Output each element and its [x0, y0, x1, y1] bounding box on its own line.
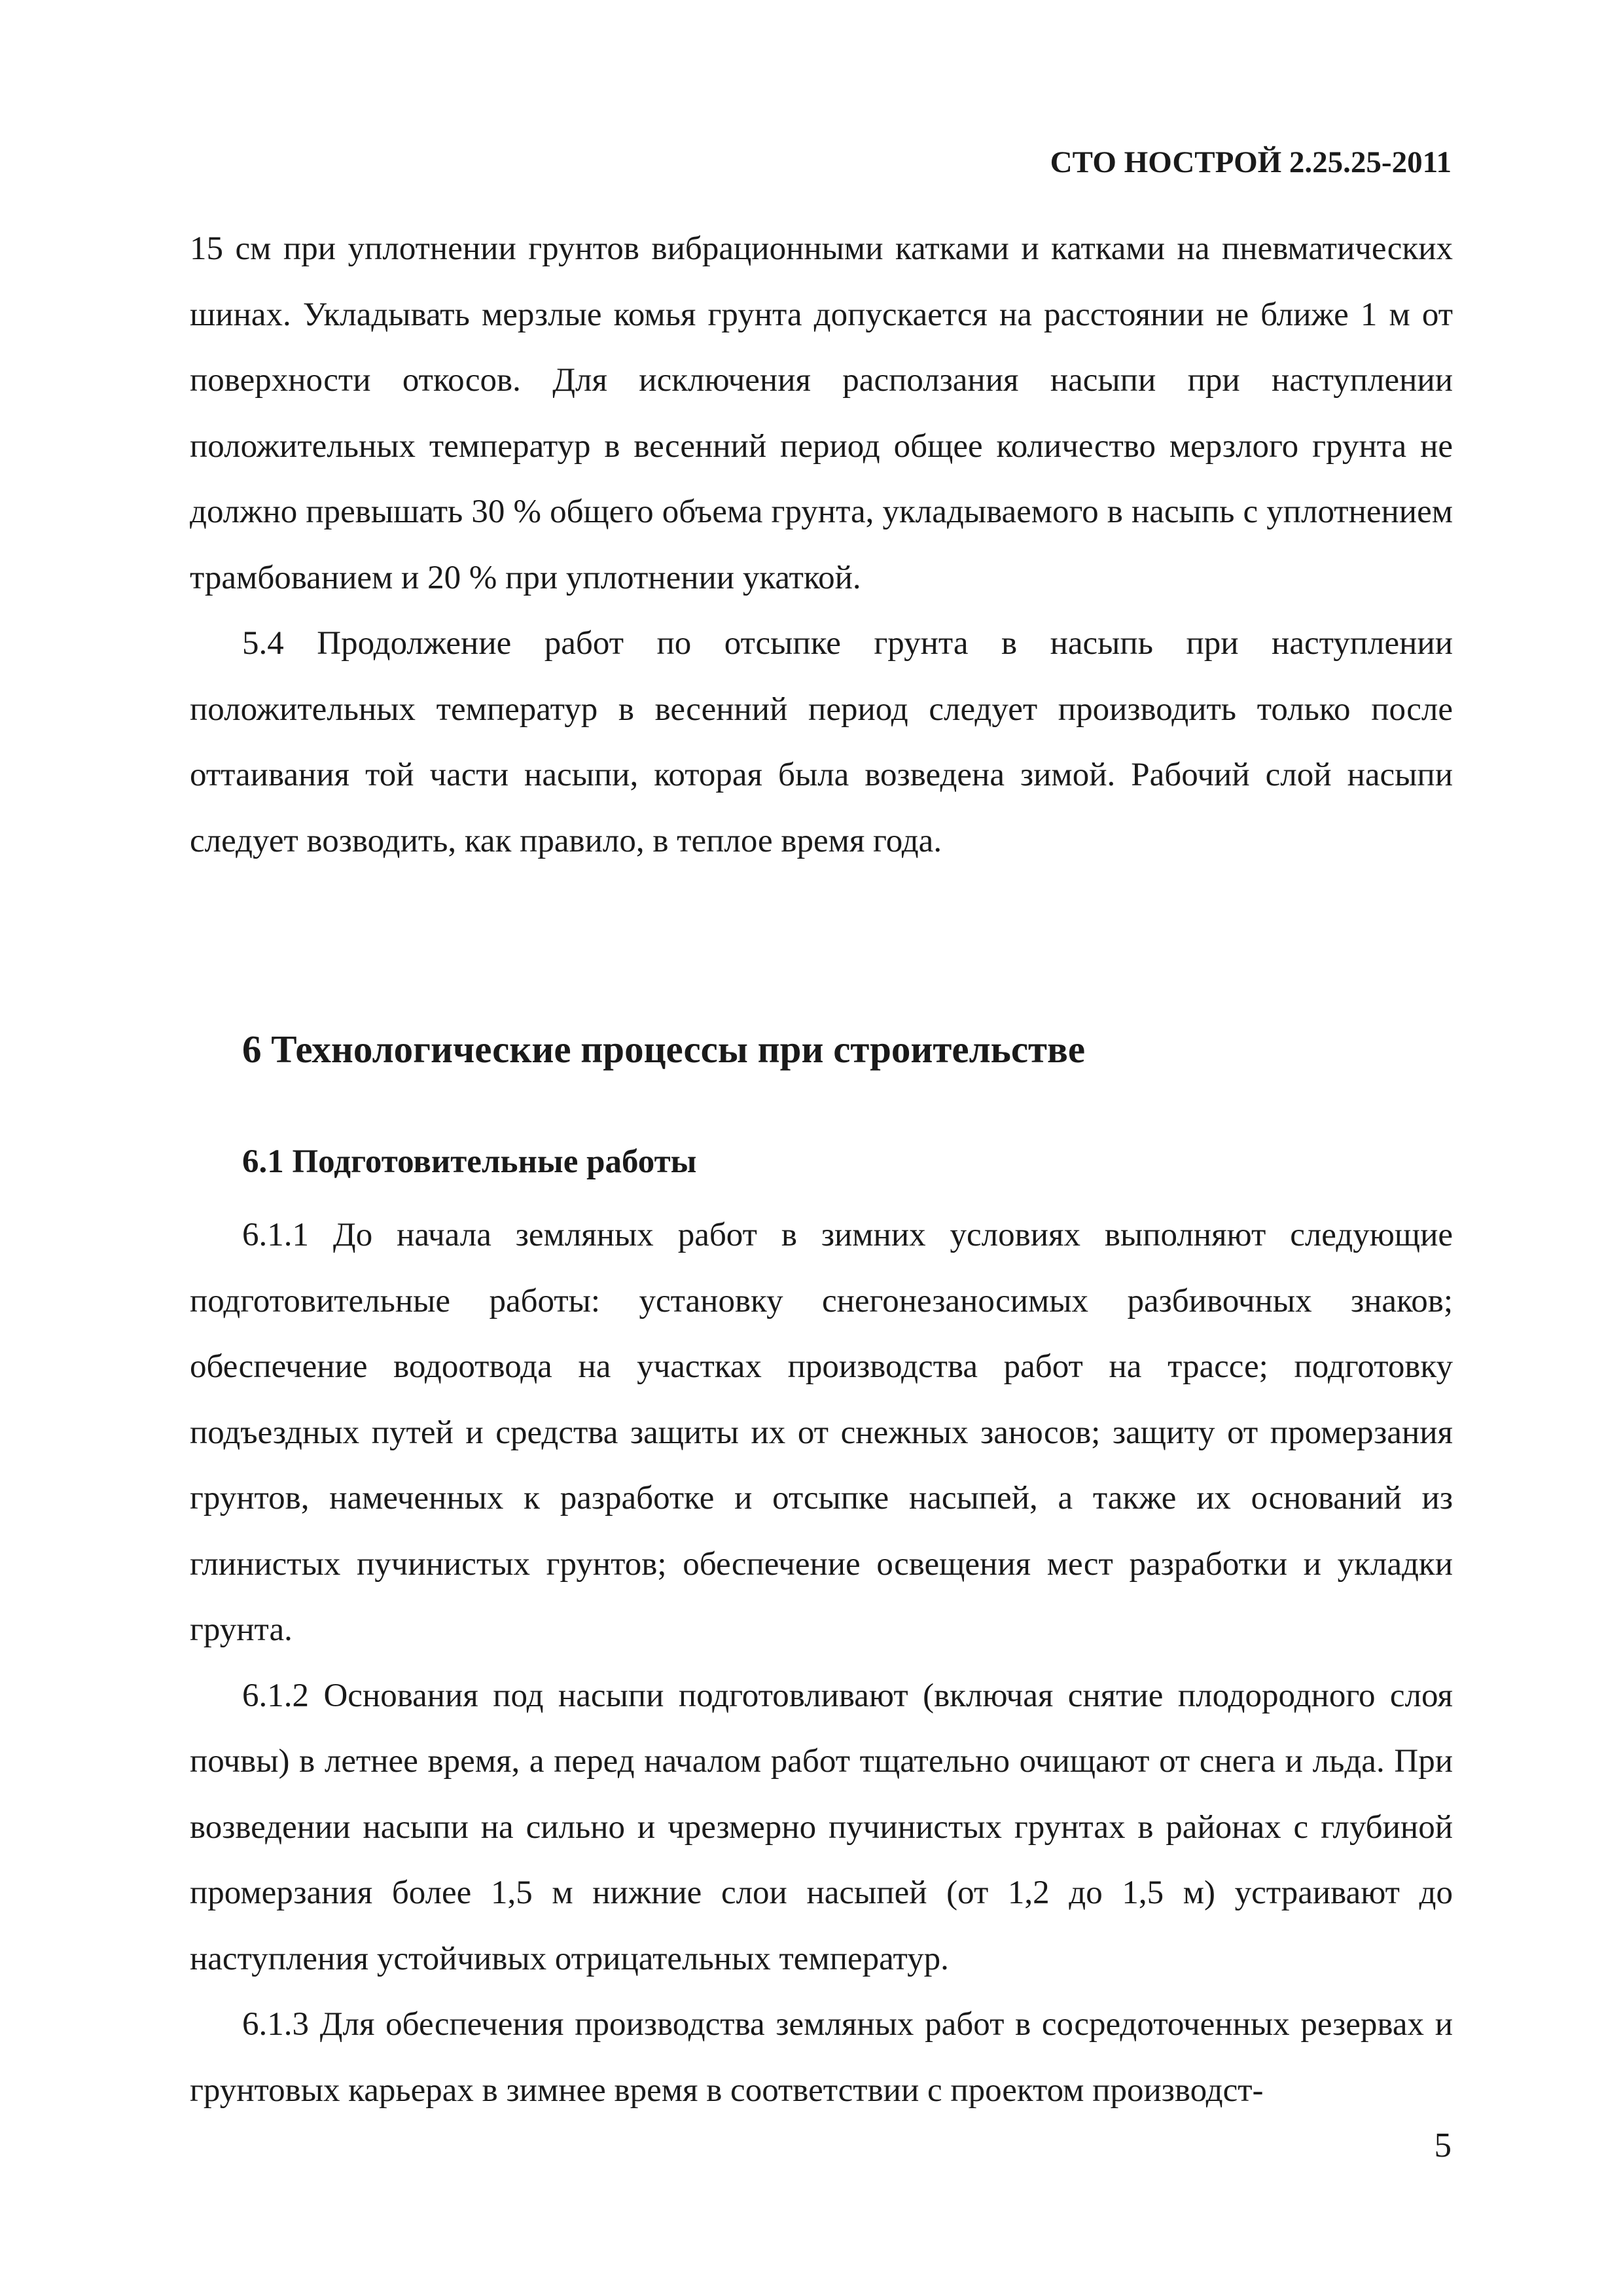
document-code-header: СТО НОСТРОЙ 2.25.25-2011	[1050, 145, 1452, 179]
paragraph-6-1-2: 6.1.2 Основания под насыпи подготовливают (включая снятие плодородного слоя почвы) в летнее время, а перед началом работ тщательно очищают от снега и льда. При возведении насыпи на сильно и чрезмерно пучинистых грунтах в районах с глубиной промерзания более 1,5 м нижние слои насыпей (от 1,2 до 1,5 м) устраивают до наступления устойчивых отрицательных температур.	[190, 1677, 1453, 1977]
paragraph-continuation: 15 см при уплотнении грунтов вибрационными катками и катками на пневматических шинах. Укладывать мерзлые комья грунта допускается на расстоянии не ближе 1 м от поверхности откосов. Для исключения расползания насыпи при наступлении положительных температур в весенний период общее количество мерзлого грунта не должно превышать 30 % общего объема грунта, укладываемого в насыпь с уплотнением трамбованием и 20 % при уплотнении укаткой.	[190, 230, 1453, 596]
paragraph-5-4: 5.4 Продолжение работ по отсыпке грунта в насыпь при наступлении положительных температур в весенний период следует производить только после оттаивания той части насыпи, которая была возведена зимой. Рабочий слой насыпи следует возводить, как правило, в теплое время года.	[190, 625, 1453, 859]
section-6-heading: 6 Технологические процессы при строительстве	[242, 1028, 1086, 1071]
paragraph-6-1-3: 6.1.3 Для обеспечения производства земляных работ в сосредоточенных резервах и грунтовых карьерах в зимнее время в соответствии с проектом производст-	[190, 2006, 1453, 2109]
section-6-1-heading: 6.1 Подготовительные работы	[242, 1143, 697, 1180]
paragraph-6-1-1: 6.1.1 До начала земляных работ в зимних условиях выполняют следующие подготовительные работы: установку снегонезаносимых разбивочных знаков; обеспечение водоотвода на участках производства работ на трассе; подготовку подъездных путей и средства защиты их от снежных заносов; защиту от промерзания грунтов, намеченных к разработке и отсыпке насыпей, а также их оснований из глинистых пучинистых грунтов; обеспечение освещения мест разработки и укладки грунта.	[190, 1217, 1453, 1648]
page-content	[190, 216, 1453, 2123]
page-number: 5	[1434, 2126, 1452, 2164]
